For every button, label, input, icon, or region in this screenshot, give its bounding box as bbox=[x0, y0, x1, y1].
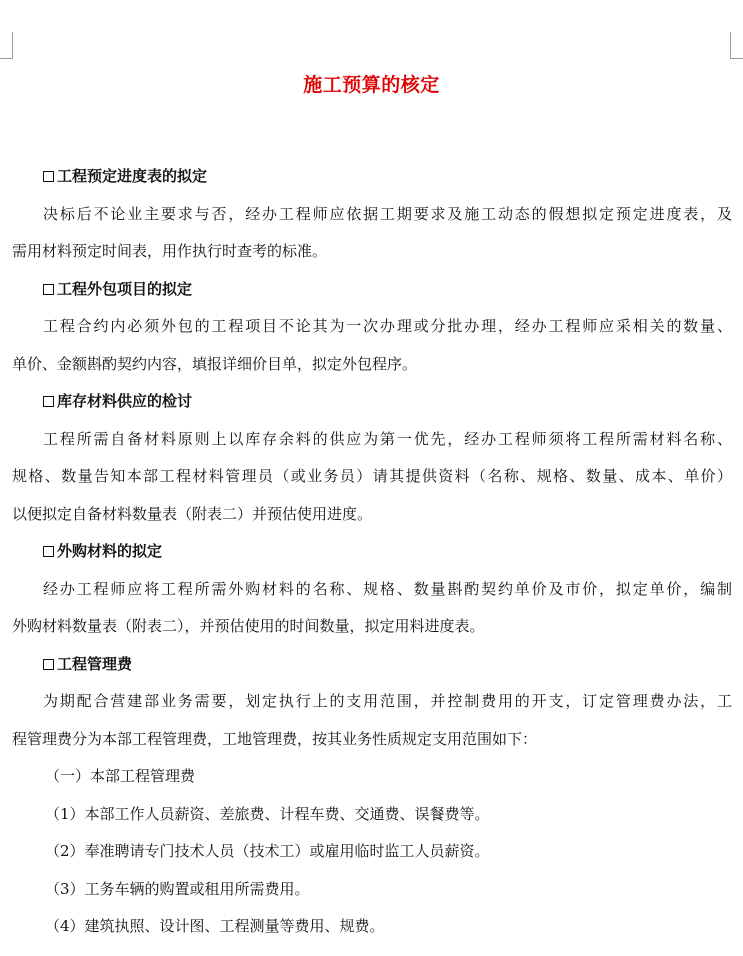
list-item: （1）本部工作人员薪资、差旅费、计程车费、交通费、误餐费等。 bbox=[45, 804, 490, 823]
checkbox-square-icon bbox=[43, 171, 54, 182]
paragraph-line: 规格、数量告知本部工程材料管理员（或业务员）请其提供资料（名称、规格、数量、成本、单价） bbox=[12, 467, 732, 485]
checkbox-square-icon bbox=[43, 284, 54, 295]
paragraph-line: 为期配合营建部业务需要，划定执行上的支用范围，并控制费用的开支，订定管理费办法，工 bbox=[43, 692, 732, 710]
list-item: （2）奉准聘请专门技术人员（技术工）或雇用临时监工人员薪资。 bbox=[45, 842, 490, 860]
page-corner-mark-right bbox=[730, 32, 743, 59]
section-heading: 工程外包项目的拟定 bbox=[12, 271, 732, 309]
paragraph-line: 外购材料数量表（附表二），并预估使用的时间数量，拟定用料进度表。 bbox=[12, 617, 485, 635]
paragraph-line: 工程合约内必须外包的工程项目不论其为一次办理或分批办理，经办工程师应采相关的数量、 bbox=[43, 317, 732, 335]
paragraph-line: 决标后不论业主要求与否，经办工程师应依据工期要求及施工动态的假想拟定预定进度表，及 bbox=[43, 204, 732, 223]
page-corner-mark-left bbox=[0, 32, 13, 59]
paragraph-line: 单价、金额斟酌契约内容，填报详细价目单，拟定外包程序。 bbox=[12, 354, 418, 373]
paragraph-line: 经办工程师应将工程所需外购材料的名称、规格、数量斟酌契约单价及市价，拟定单价，编制 bbox=[43, 579, 732, 598]
list-item: （3）工务车辆的购置或租用所需费用。 bbox=[45, 879, 310, 898]
paragraph-line: 程管理费分为本部工程管理费，工地管理费，按其业务性质规定支用范围如下： bbox=[12, 729, 538, 748]
list-item: （一）本部工程管理费 bbox=[45, 767, 196, 785]
page-title: 施工预算的核定 bbox=[303, 74, 440, 96]
section-heading: 工程管理费 bbox=[12, 646, 732, 684]
list-item: （4）建筑执照、设计图、工程测量等费用、规费。 bbox=[45, 917, 385, 935]
document-body bbox=[12, 158, 732, 946]
checkbox-square-icon bbox=[43, 396, 54, 407]
paragraph-line: 以便拟定自备材料数量表（附表二）并预估使用进度。 bbox=[12, 504, 373, 523]
section-heading: 外购材料的拟定 bbox=[12, 533, 732, 571]
checkbox-square-icon bbox=[43, 659, 54, 670]
paragraph-line: 需用材料预定时间表，用作执行时查考的标准。 bbox=[12, 242, 328, 260]
section-heading: 库存材料供应的检讨 bbox=[12, 383, 732, 421]
section-heading: 工程预定进度表的拟定 bbox=[12, 158, 732, 196]
paragraph-line: 工程所需自备材料原则上以库存余料的供应为第一优先，经办工程师须将工程所需材料名称、 bbox=[43, 429, 732, 448]
checkbox-square-icon bbox=[43, 546, 54, 557]
